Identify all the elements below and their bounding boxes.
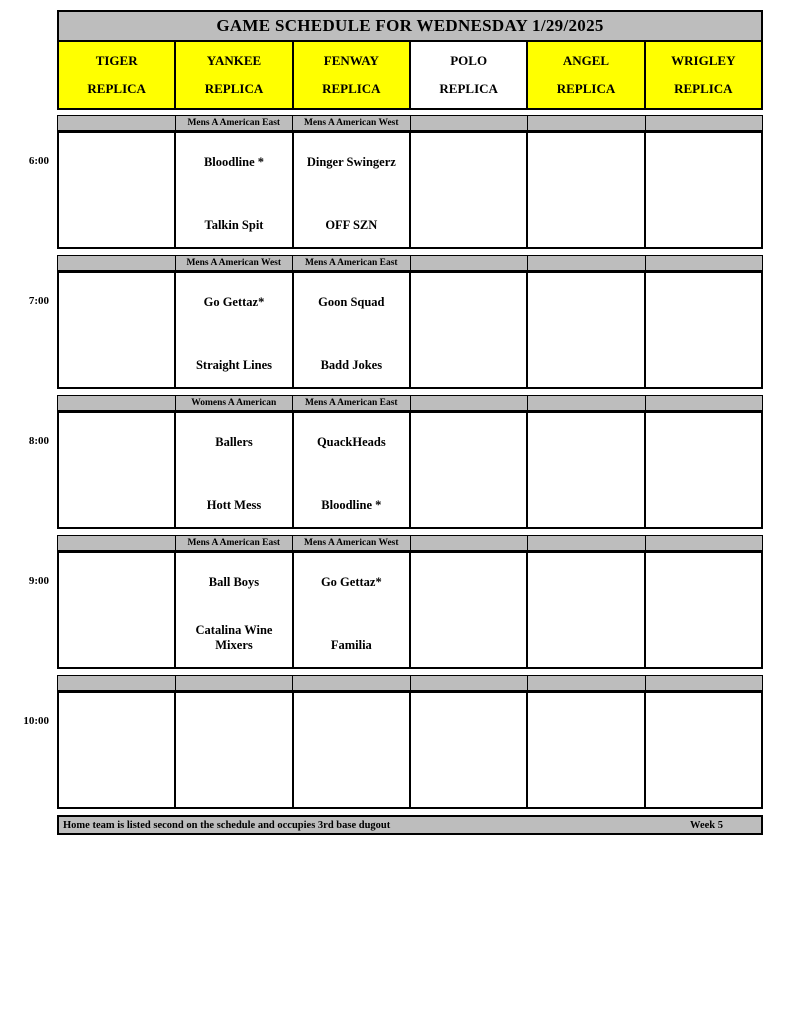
- time-slot-600: [28, 115, 763, 249]
- division-label: Mens A American West: [176, 256, 293, 270]
- division-label: Mens A American West: [293, 116, 410, 130]
- game-cell: [176, 553, 291, 667]
- time-slot-900: [28, 535, 763, 669]
- time-label: 9:00: [28, 575, 49, 587]
- game-cell: [294, 413, 409, 527]
- home-team: OFF SZN: [325, 218, 378, 232]
- time-slot-1000: [23, 675, 763, 809]
- division-label: Mens A American East: [176, 536, 293, 550]
- header-line2: REPLICA: [439, 81, 498, 96]
- time-label: 7:00: [28, 295, 49, 307]
- away-team: Goon Squad: [318, 295, 385, 309]
- away-team: Go Gettaz*: [203, 295, 265, 309]
- division-label: [528, 396, 645, 410]
- game-cell: [294, 553, 409, 667]
- game-cell: [294, 693, 409, 807]
- division-label: [646, 536, 763, 550]
- game-row: [57, 411, 763, 529]
- column-header-yankee: [176, 42, 291, 108]
- division-strip: [57, 255, 763, 271]
- game-cell: [59, 133, 174, 247]
- division-label: [58, 396, 175, 410]
- game-cell: [294, 273, 409, 387]
- game-cell: [59, 413, 174, 527]
- division-label: Mens A American West: [293, 536, 410, 550]
- division-label: [58, 256, 175, 270]
- game-cell: [528, 553, 643, 667]
- column-header-polo: [411, 42, 526, 108]
- division-label: [411, 396, 528, 410]
- division-label: Mens A American East: [293, 256, 410, 270]
- home-team: Hott Mess: [206, 498, 262, 512]
- column-header-fenway: [294, 42, 409, 108]
- game-cell: [59, 553, 174, 667]
- division-strip: [57, 115, 763, 131]
- home-team: Straight Lines: [195, 358, 273, 372]
- division-label: [176, 676, 293, 690]
- game-row: [57, 271, 763, 389]
- game-cell: [528, 413, 643, 527]
- game-cell: [528, 273, 643, 387]
- division-label: [411, 676, 528, 690]
- time-slot-800: [28, 395, 763, 529]
- header-line2: REPLICA: [204, 81, 264, 96]
- game-cell: [294, 133, 409, 247]
- game-row: [57, 131, 763, 249]
- division-label: [528, 116, 645, 130]
- away-team: Bloodline *: [203, 155, 265, 169]
- division-label: [58, 116, 175, 130]
- away-team: Ball Boys: [208, 575, 260, 589]
- footer-bar: [57, 815, 763, 835]
- division-label: [646, 116, 763, 130]
- division-label: Mens A American East: [293, 396, 410, 410]
- game-cell: [59, 693, 174, 807]
- column-header-tiger: [59, 42, 174, 108]
- division-strip: [57, 675, 763, 691]
- header-line1: WRIGLEY: [671, 53, 736, 68]
- game-cell: [646, 553, 761, 667]
- game-cell: [646, 133, 761, 247]
- footer-note: Home team is listed second on the schedule and occupies 3rd base dugout: [63, 819, 391, 831]
- game-cell: [646, 413, 761, 527]
- time-label: 8:00: [28, 435, 49, 447]
- header-line1: FENWAY: [323, 53, 379, 68]
- time-slot-700: [28, 255, 763, 389]
- game-cell: [411, 693, 526, 807]
- column-header-wrigley: [646, 42, 761, 108]
- header-line2: REPLICA: [322, 81, 381, 96]
- game-cell: [411, 133, 526, 247]
- week-label: Week 5: [690, 819, 723, 831]
- game-cell: [59, 273, 174, 387]
- division-label: [411, 116, 528, 130]
- game-cell: [176, 693, 291, 807]
- header-line1: ANGEL: [562, 53, 610, 68]
- home-team: Familia: [330, 638, 372, 652]
- page-title: GAME SCHEDULE FOR WEDNESDAY 1/29/2025: [57, 10, 763, 40]
- division-label: [58, 676, 175, 690]
- header-line2: REPLICA: [674, 81, 733, 96]
- game-cell: [411, 273, 526, 387]
- game-cell: [528, 693, 643, 807]
- header-line1: TIGER: [95, 53, 138, 68]
- division-label: [293, 676, 410, 690]
- division-strip: [57, 535, 763, 551]
- division-label: [528, 676, 645, 690]
- division-label: [411, 536, 528, 550]
- away-team: Dinger Swingerz: [306, 155, 396, 169]
- away-team: Ballers: [215, 435, 253, 449]
- home-team: Catalina Wine Mixers: [195, 623, 273, 652]
- game-cell: [411, 413, 526, 527]
- schedule-table: [23, 10, 763, 835]
- division-label: [411, 256, 528, 270]
- home-team: Badd Jokes: [320, 358, 383, 372]
- game-row: [57, 691, 763, 809]
- division-label: [528, 536, 645, 550]
- game-cell: [411, 553, 526, 667]
- home-team: Bloodline *: [321, 498, 382, 512]
- header-line2: REPLICA: [87, 81, 146, 96]
- away-team: QuackHeads: [316, 435, 386, 449]
- time-label: 10:00: [23, 715, 49, 727]
- division-label: [58, 536, 175, 550]
- header-line2: REPLICA: [556, 81, 616, 96]
- field-header-row: [57, 40, 763, 110]
- division-label: [646, 256, 763, 270]
- division-label: [528, 256, 645, 270]
- home-team: Talkin Spit: [204, 218, 264, 232]
- game-row: [57, 551, 763, 669]
- column-header-angel: [528, 42, 643, 108]
- division-label: Womens A American: [176, 396, 293, 410]
- game-cell: [528, 133, 643, 247]
- away-team: Go Gettaz*: [320, 575, 382, 589]
- game-cell: [176, 413, 291, 527]
- game-cell: [646, 693, 761, 807]
- division-strip: [57, 395, 763, 411]
- header-line1: POLO: [450, 53, 488, 68]
- division-label: Mens A American East: [176, 116, 293, 130]
- header-line1: YANKEE: [206, 53, 262, 68]
- game-cell: [176, 133, 291, 247]
- time-label: 6:00: [28, 155, 49, 167]
- game-cell: [176, 273, 291, 387]
- game-cell: [646, 273, 761, 387]
- division-label: [646, 676, 763, 690]
- division-label: [646, 396, 763, 410]
